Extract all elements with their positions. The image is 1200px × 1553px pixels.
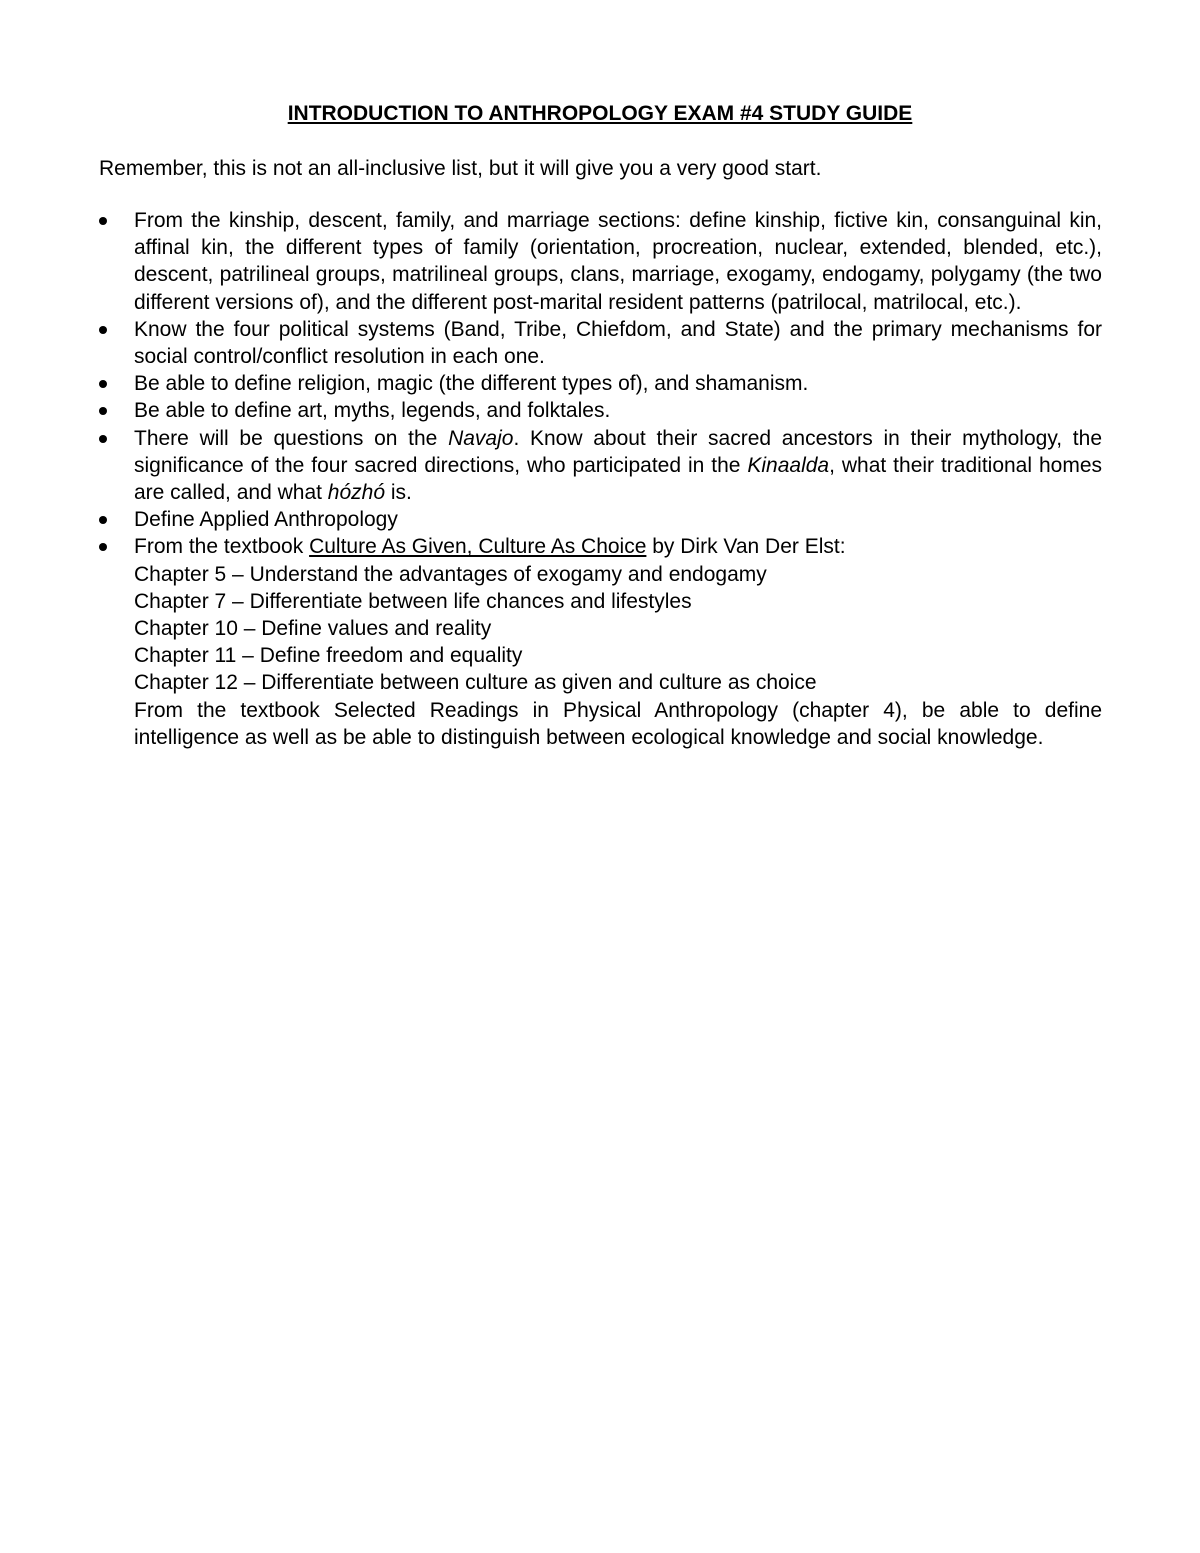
page-title: INTRODUCTION TO ANTHROPOLOGY EXAM #4 STUDY GUIDE <box>287 102 913 125</box>
bullet-icon <box>99 435 107 443</box>
bullet-icon <box>99 407 107 415</box>
hozho-term: hózhó <box>327 481 386 505</box>
bullet-icon <box>99 217 107 225</box>
bullet-icon <box>99 543 107 551</box>
navajo-term: Navajo <box>448 426 514 450</box>
list-item-text: Know the four political systems (Band, Tribe, Chiefdom, and State) and the primary mechanisms for social control/conflict resolution in each one. <box>134 317 1102 369</box>
text-segment: There will be questions on the <box>134 426 449 450</box>
chapter-line: Chapter 11 – Define freedom and equality <box>134 644 523 668</box>
list-item <box>99 397 1102 424</box>
text-segment: by Dirk Van Der Elst: <box>646 535 846 559</box>
text-segment: . Know about their sacred ancestors in their mythology, the significance of the four sacred directions, who participated in the <box>134 426 1102 477</box>
chapter-line: Chapter 5 – Understand the advantages of exogamy and endogamy <box>134 562 767 586</box>
list-item-text: From the kinship, descent, family, and marriage sections: define kinship, fictive kin, consanguinal kin, affinal kin, the different types of family (orientation, procreation, nuclear, extended, blended, etc.), descent, patrilineal groups, matrilineal groups, clans, marriage, exogamy, endogamy, polygamy (the two different versions of), and the different post-marital resident patterns (patrilocal, matrilocal, etc.). <box>134 209 1102 314</box>
list-item <box>99 316 1102 370</box>
study-guide-list <box>99 207 1102 751</box>
closing-text: From the textbook Selected Readings in Physical Anthropology (chapter 4), be able to define intelligence as well as be able to distinguish between ecological knowledge and social knowledge. <box>134 698 1102 749</box>
chapter-line: Chapter 12 – Differentiate between culture as given and culture as choice <box>134 671 817 695</box>
textbook-line <box>134 533 1102 560</box>
list-item-text <box>134 427 1102 504</box>
list-item-text: Define Applied Anthropology <box>134 508 398 532</box>
list-item <box>99 425 1102 507</box>
list-item-text: Be able to define religion, magic (the different types of), and shamanism. <box>134 372 809 396</box>
kinaalda-term: Kinaalda <box>747 453 830 477</box>
list-item <box>99 370 1102 397</box>
text-segment: , what their traditional homes are called, and what <box>134 453 1102 505</box>
list-item <box>99 207 1102 316</box>
chapter-line: Chapter 7 – Differentiate between life chances and lifestyles <box>134 589 692 613</box>
text-segment: From the textbook <box>134 535 310 559</box>
list-item-text: Be able to define art, myths, legends, and folktales. <box>134 399 611 423</box>
list-item <box>99 533 1102 751</box>
text-segment: is. <box>385 481 412 505</box>
book-title: Culture As Given, Culture As Choice <box>309 535 647 559</box>
bullet-icon <box>99 326 107 334</box>
list-item <box>99 506 1102 533</box>
intro-text: Remember, this is not an all-inclusive list, but it will give you a very good start. <box>99 157 822 180</box>
bullet-icon <box>99 380 107 388</box>
bullet-icon <box>99 516 107 524</box>
chapter-line: Chapter 10 – Define values and reality <box>134 617 492 641</box>
